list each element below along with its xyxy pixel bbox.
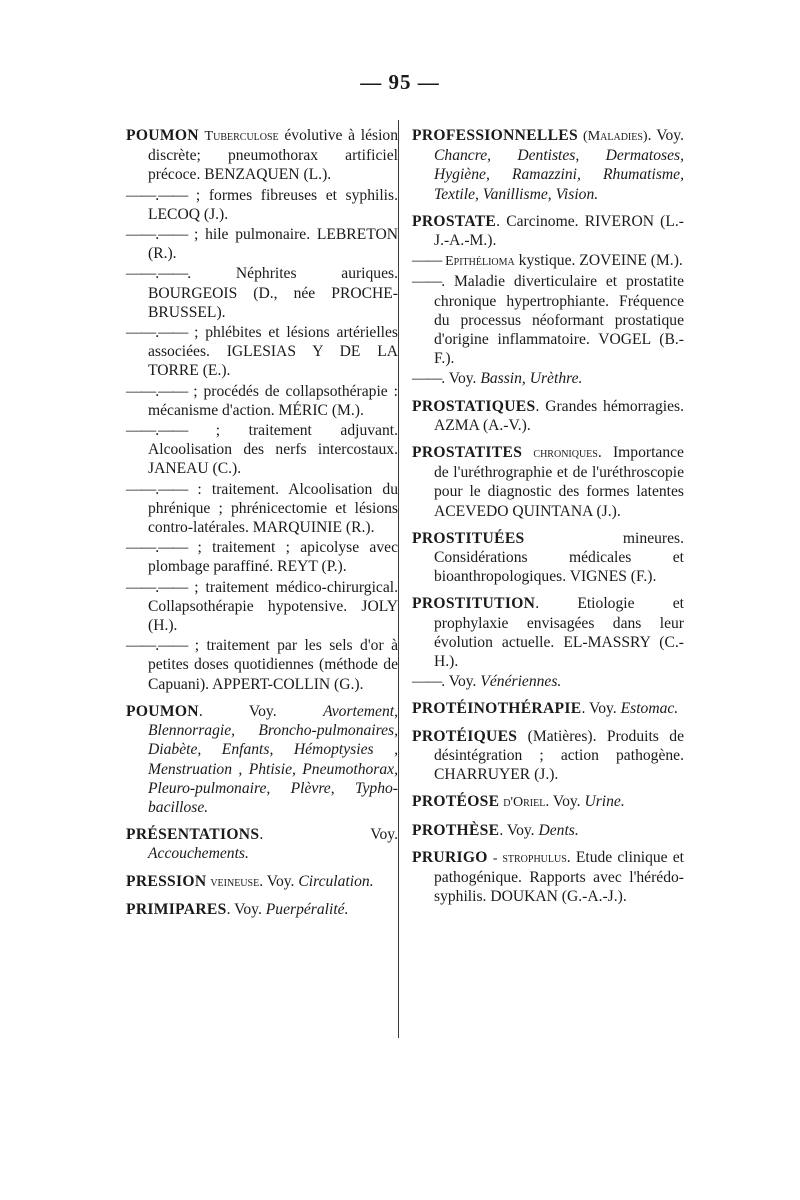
left-column <box>126 118 398 920</box>
index-entry <box>126 264 398 322</box>
entry-text: . Voy. <box>647 127 684 144</box>
entry-text: . Maladie diverticulaire et prostatite chronique hypertrophiante. Fréquence du processus néoformant prostatique d'origine inflammatoire. VOGEL (B.-F.). <box>434 273 684 368</box>
index-entry <box>126 421 398 479</box>
entry-subheading: d'Oriel <box>503 795 546 811</box>
entry-text: ; formes fibreuses et syphilis. LECOQ (J.). <box>148 186 398 223</box>
index-entry <box>412 727 684 785</box>
entry-text: . Voy. <box>259 826 398 844</box>
index-entry <box>126 323 398 381</box>
entry-subheading: Epithélioma <box>445 254 515 270</box>
entry-subheading: chroniques <box>533 446 598 462</box>
index-entry <box>126 872 398 892</box>
entry-headword: POUMON <box>126 702 199 720</box>
right-column <box>412 118 684 907</box>
entry-text: . Voy. <box>441 370 481 388</box>
index-entry <box>126 538 398 576</box>
entry-cross-reference: Puerpéralité. <box>265 900 349 918</box>
entry-repeat-dash: ——.—— <box>126 186 188 204</box>
index-entry <box>126 578 398 636</box>
entry-text: kystique. ZOVEINE (M.). <box>514 252 683 270</box>
entry-text: . Voy. <box>441 673 481 691</box>
entry-cross-reference: Avortement, Blennorragie, Broncho-pulmonaires, Diabète, Enfants, Hémoptysies , Menstruation , Phtisie, Pneumothorax, Pleuro-pulmonaire, Plèvre, Typho-bacillose. <box>148 702 398 816</box>
index-entry <box>126 702 398 817</box>
entry-text: . Néphrites auriques. BOURGEOIS (D., née PROCHE-BRUSSEL). <box>148 265 398 321</box>
entry-text: : traitement. Alcoolisation du phrénique ; phrénicectomie et lésions contro-latérales. MARQUINIE (R.). <box>148 480 398 537</box>
entry-cross-reference: Chancre, Dentistes, Dermatoses, Hygiène, Ramazzini, Rhumatisme, Textile, Vanillisme, Vision. <box>434 147 684 203</box>
index-entry <box>412 397 684 435</box>
entry-headword: PRÉSENTATIONS <box>126 826 260 844</box>
entry-text: ; traitement ; apicolyse avec plombage paraffiné. REYT (P.). <box>148 539 398 576</box>
entry-cross-reference: Bassin, Urèthre. <box>480 370 583 388</box>
entry-headword: PROSTATIQUES <box>412 397 536 415</box>
entry-subheading: veineuse <box>210 874 260 890</box>
entry-headword: PROTÉINOTHÉRAPIE <box>412 700 582 718</box>
index-entry <box>412 443 684 521</box>
entry-text: . Voy. <box>226 900 266 918</box>
entry-text: . Voy. <box>499 821 539 839</box>
entry-text: mineures. Considérations médicales et bioanthropologiques. VIGNES (F.). <box>434 529 684 586</box>
index-entry <box>412 672 684 691</box>
entry-headword: PROSTITUÉES <box>412 529 525 547</box>
entry-subheading: (Maladies) <box>583 129 648 144</box>
entry-text: . Etiologie et prophylaxie envisagées dans leur évolution actuelle. EL-MASSRY (C.-H.). <box>434 595 684 671</box>
entry-repeat-dash: ——.—— <box>126 226 188 244</box>
entry-headword: PROSTATITES <box>412 444 523 462</box>
entry-text: ; traitement adjuvant. Alcoolisation des nerfs intercostaux. JANEAU (C.). <box>148 422 398 478</box>
entry-repeat-dash: —— <box>412 252 442 270</box>
entry-headword: PRESSION <box>126 872 207 890</box>
entry-repeat-dash: ——.—— <box>126 539 188 557</box>
entry-cross-reference: Estomac. <box>620 700 679 718</box>
entry-text: (Matières). Produits de désintégration ; action pathogène. CHARRUYER (J.). <box>434 727 684 784</box>
entry-text: ; hile pulmonaire. LEBRETON (R.). <box>148 226 398 263</box>
entry-repeat-dash: —— <box>412 370 442 388</box>
index-entry <box>412 272 684 368</box>
index-entry <box>412 821 684 840</box>
entry-repeat-dash: ——.—— <box>126 382 188 400</box>
entry-repeat-dash: ——.—— <box>126 265 188 283</box>
entry-headword: POUMON <box>126 127 199 144</box>
entry-cross-reference: Accouchements. <box>148 845 249 863</box>
entry-text: . Voy. <box>545 793 585 811</box>
entry-headword: PRIMIPARES <box>126 900 227 918</box>
entry-text: . Carcinome. RIVERON (L.-J.-A.-M.). <box>434 212 684 250</box>
entry-repeat-dash: ——.—— <box>126 324 188 342</box>
entry-repeat-dash: ——.—— <box>126 578 188 596</box>
entry-headword: PROFESSIONNELLES <box>412 127 578 144</box>
entry-repeat-dash: ——.—— <box>126 637 188 655</box>
index-entry <box>412 848 684 907</box>
index-entry <box>126 126 398 185</box>
entry-headword: PROTÉIQUES <box>412 727 518 745</box>
index-entry <box>412 251 684 271</box>
entry-text: . Grandes hémorragies. AZMA (A.-V.). <box>434 397 684 434</box>
entry-headword: PROTÉOSE <box>412 793 500 811</box>
index-entry <box>126 480 398 538</box>
index-entry <box>412 126 684 204</box>
entry-repeat-dash: ——.—— <box>126 422 188 440</box>
index-entry <box>412 594 684 671</box>
entry-text: . Voy. <box>259 872 299 890</box>
entry-text: . Voy. <box>581 700 621 718</box>
entry-subheading: Tuberculose <box>204 129 279 144</box>
entry-repeat-dash: —— <box>412 273 442 291</box>
entry-text: ; procédés de collapsothérapie : mécanisme d'action. MÉRIC (M.). <box>148 382 398 419</box>
entry-cross-reference: Dents. <box>538 821 579 839</box>
index-entry <box>412 369 684 388</box>
entry-text: . Importance de l'uréthrographie et de l'uréthroscopie pour le diagnostic des formes latentes ACEVEDO QUINTANA (J.). <box>434 444 684 520</box>
entry-text: ; traitement par les sels d'or à petites doses quotidiennes (méthode de Capuani). APPERT-COLLIN (G.). <box>148 637 398 693</box>
index-entry <box>412 212 684 250</box>
entry-repeat-dash: —— <box>412 673 442 691</box>
entry-subheading: - strophulus <box>492 850 567 866</box>
index-entry <box>126 186 398 224</box>
index-entry <box>412 699 684 718</box>
entry-text: . Etude clinique et pathogénique. Rapports avec l'hérédo-syphilis. DOUKAN (G.-A.-J.). <box>434 848 684 906</box>
index-entry <box>412 529 684 587</box>
page-number: — 95 — <box>360 70 440 94</box>
entry-headword: PRURIGO <box>412 848 488 866</box>
index-entry <box>126 636 398 694</box>
entry-headword: PROSTITUTION <box>412 595 536 613</box>
entry-cross-reference: Vénériennes. <box>480 673 562 691</box>
entry-cross-reference: Circulation. <box>298 872 374 890</box>
index-entry <box>126 225 398 263</box>
entry-headword: PROSTATE <box>412 212 497 230</box>
index-entry <box>126 382 398 420</box>
index-entry <box>126 900 398 919</box>
entry-repeat-dash: ——.—— <box>126 480 188 498</box>
index-entry <box>126 825 398 863</box>
entry-text: évolutive à lésion discrète; pneumothorax artificiel précoce. BENZAQUEN (L.). <box>148 127 398 184</box>
entry-cross-reference: Urine. <box>584 793 625 811</box>
entry-text: ; phlébites et lésions artérielles associées. IGLESIAS Y DE LA TORRE (E.). <box>148 324 398 380</box>
index-entry <box>412 792 684 812</box>
entry-headword: PROTHÈSE <box>412 821 500 839</box>
entry-text: ; traitement médico-chirurgical. Collapsothérapie hypotensive. JOLY (H.). <box>148 578 398 635</box>
entry-text: . Voy. <box>198 702 324 720</box>
column-divider <box>398 120 399 1038</box>
